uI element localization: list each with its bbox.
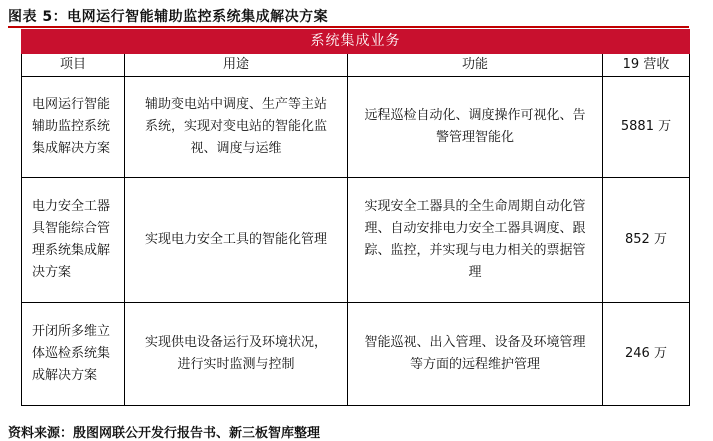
project-cell: 开闭所多维立体巡检系统集成解决方案	[22, 303, 125, 406]
header-revenue: 19 营收	[603, 54, 690, 77]
use-cell: 辅助变电站中调度、生产等主站系统，实现对变电站的智能化监视、调度与运维	[125, 77, 348, 178]
project-cell: 电力安全工器具智能综合管理系统集成解决方案	[22, 178, 125, 303]
revenue-cell: 852 万	[603, 178, 690, 303]
project-cell: 电网运行智能辅助监控系统集成解决方案	[22, 77, 125, 178]
source-note: 资料来源：殷图网联公开发行报告书、新三板智库整理	[8, 426, 321, 441]
revenue-cell: 5881 万	[603, 77, 690, 178]
business-table	[21, 29, 690, 406]
title-rule	[8, 26, 689, 28]
header-project: 项目	[22, 54, 125, 77]
use-cell: 实现供电设备运行及环境状况，进行实时监测与控制	[125, 303, 348, 406]
table-row	[22, 77, 690, 178]
figure-title: 图表 5：电网运行智能辅助监控系统集成解决方案	[8, 9, 329, 25]
table-row	[22, 303, 690, 406]
use-cell: 实现电力安全工具的智能化管理	[125, 178, 348, 303]
header-function: 功能	[348, 54, 603, 77]
function-cell: 远程巡检自动化、调度操作可视化、告警管理智能化	[348, 77, 603, 178]
function-cell: 智能巡视、出入管理、设备及环境管理等方面的远程维护管理	[348, 303, 603, 406]
table-row	[22, 178, 690, 303]
revenue-cell: 246 万	[603, 303, 690, 406]
function-cell: 实现安全工器具的全生命周期自动化管理、自动安排电力安全工器具调度、跟踪、监控，并实现与电力相关的票据管理	[348, 178, 603, 303]
table-banner: 系统集成业务	[22, 30, 690, 54]
header-use: 用途	[125, 54, 348, 77]
